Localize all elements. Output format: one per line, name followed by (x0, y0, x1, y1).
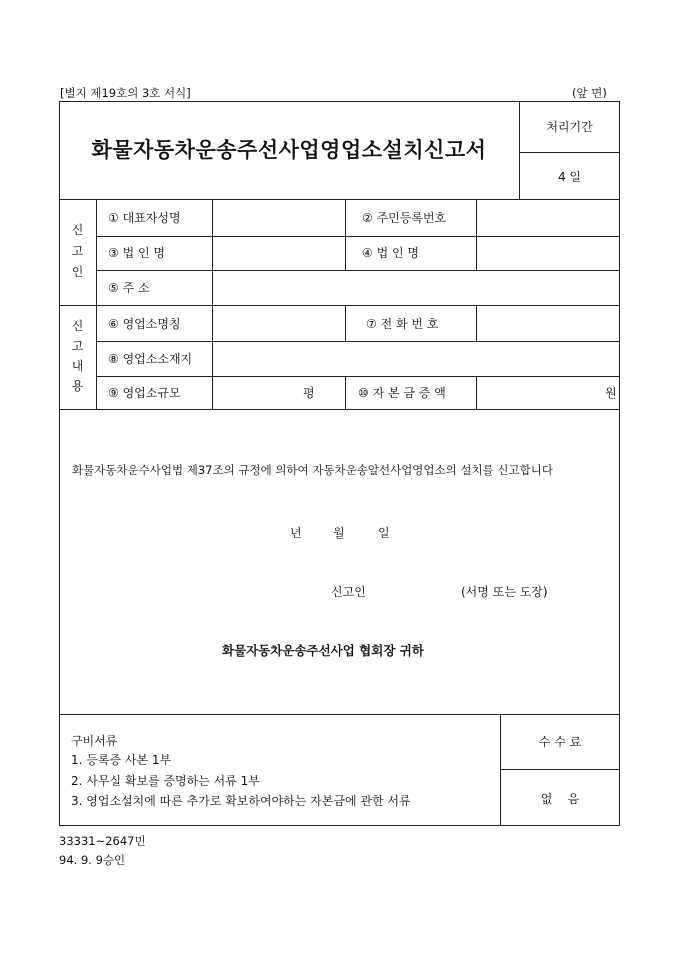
grid-line (476, 305, 477, 341)
grid-line (59, 199, 620, 200)
reporter-section-char: 고 (71, 244, 84, 258)
grid-line (96, 341, 620, 342)
content-section-char: 고 (71, 339, 84, 353)
grid-line (212, 199, 213, 409)
office-name-label: ⑥ 영업소명칭 (108, 317, 181, 331)
content-section-char: 내 (71, 359, 84, 373)
document-item: 3. 영업소설치에 따른 추가로 확보하여야하는 자본금에 관한 서류 (71, 794, 411, 808)
fee-value: 없 음 (540, 792, 580, 806)
reporter-section-char: 인 (71, 265, 84, 279)
fee-label: 수 수 료 (538, 735, 582, 749)
grid-line (476, 376, 477, 409)
grid-line (500, 769, 620, 770)
grid-line (96, 236, 620, 237)
document-item: 1. 등록증 사본 1부 (71, 753, 172, 767)
grid-line (96, 376, 620, 377)
reporter-section-char: 신 (71, 223, 84, 237)
page-side-label: (앞 면) (572, 86, 607, 100)
signature-hint: (서명 또는 도장) (461, 585, 548, 599)
grid-line (345, 305, 346, 341)
capital-label: ⑩ 자 본 금 증 액 (358, 386, 446, 400)
recipient: 화물자동차운송주선사업 협회장 귀하 (222, 643, 424, 658)
form-title: 화물자동차운송주선사업영업소설치신고서 (91, 137, 487, 162)
office-size-unit: 평 (303, 386, 315, 400)
content-section-char: 용 (71, 379, 84, 393)
processing-period-value: 4 일 (557, 170, 582, 184)
footer-code: 33331~2647민 (59, 834, 146, 848)
phone-label: ⑦ 전 화 번 호 (366, 317, 439, 331)
processing-divider (519, 152, 620, 153)
address-label: ⑤ 주 소 (108, 281, 150, 295)
grid-line (96, 199, 97, 409)
date-year: 년 (290, 526, 302, 540)
rep-name-label: ① 대표자성명 (108, 211, 181, 225)
grid-line (345, 376, 346, 409)
grid-line (476, 199, 477, 271)
grid-line (59, 305, 620, 306)
grid-line (96, 270, 620, 271)
capital-unit: 원 (605, 386, 617, 400)
declaration-statement: 화물자동차운수사업법 제37조의 규정에 의하여 자동차운송알선사업영업소의 설치를 신고합니다 (72, 463, 553, 477)
footer-approval: 94. 9. 9승인 (59, 853, 126, 867)
resident-no-label: ② 주민등록번호 (362, 211, 447, 225)
documents-title: 구비서류 (71, 734, 118, 748)
document-item: 2. 사무실 확보를 증명하는 서류 1부 (71, 774, 260, 788)
date-month: 월 (333, 526, 345, 540)
reporter-sign-label: 신고인 (331, 585, 366, 599)
office-location-label: ⑧ 영업소소재지 (108, 352, 193, 366)
corp-name-label: ③ 법 인 명 (108, 246, 165, 260)
form-reference: [별지 제19호의 3호 서식] (60, 86, 191, 100)
grid-line (345, 199, 346, 271)
grid-line (59, 714, 620, 715)
title-divider (519, 101, 520, 199)
date-day: 일 (378, 526, 390, 540)
processing-period-label: 처리기간 (546, 120, 593, 134)
content-section-char: 신 (71, 319, 84, 333)
grid-line (500, 714, 501, 826)
corp-name-label-2: ④ 법 인 명 (362, 246, 419, 260)
grid-line (59, 409, 620, 410)
office-size-label: ⑨ 영업소규모 (108, 386, 181, 400)
